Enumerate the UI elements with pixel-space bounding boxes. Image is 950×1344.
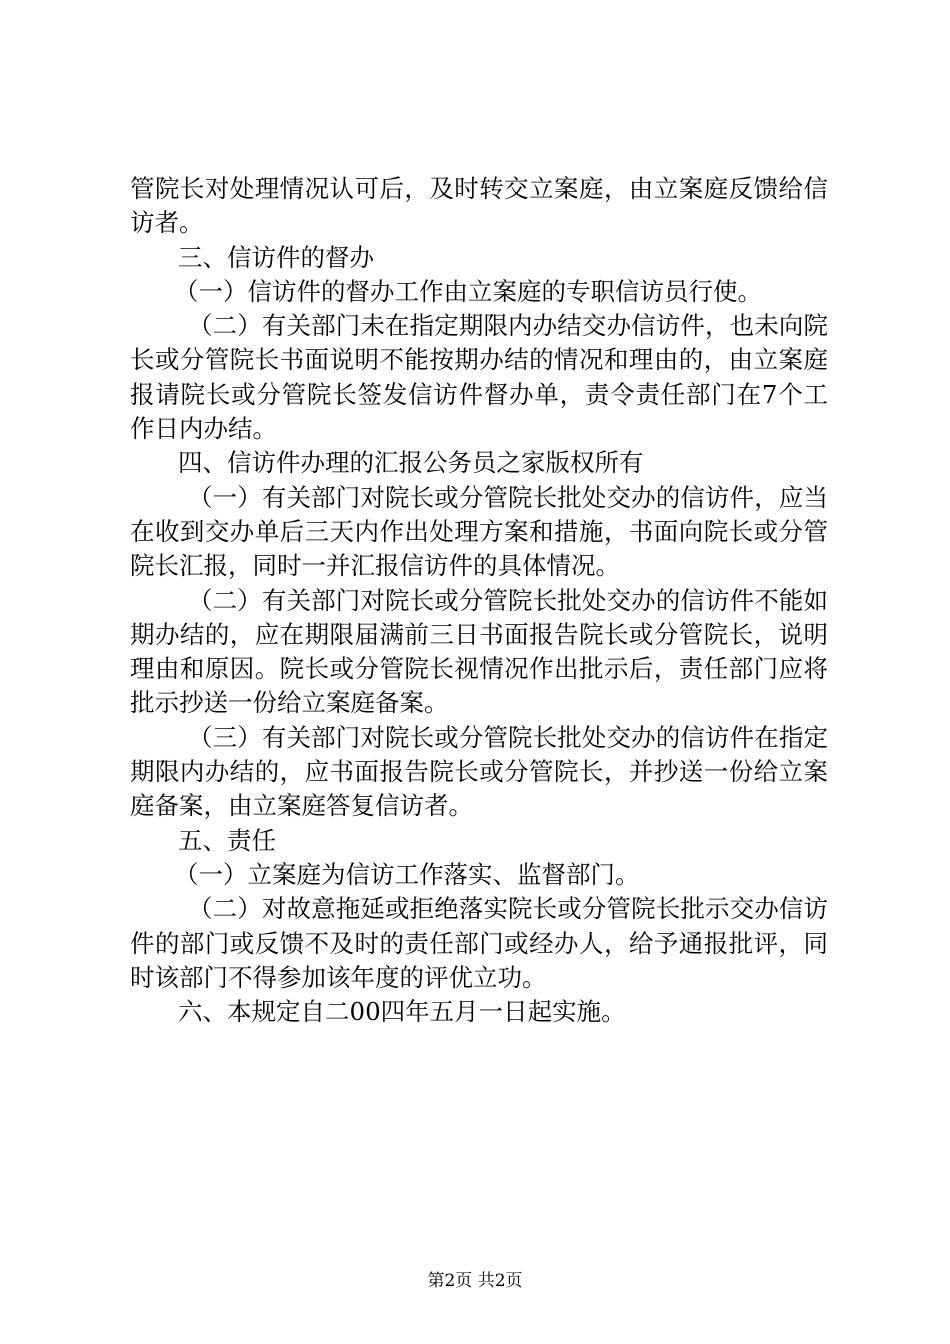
- section-heading-6: 六、本规定自二00四年五月一日起实施。: [178, 997, 626, 1027]
- page-footer: [0, 1270, 950, 1292]
- section-4-item-1: （一）有关部门对院长或分管院长批处交办的信访件，应当在收到交办单后三天内作出处理方案和措施，书面向院长或分管院长汇报，同时一并汇报信访件的具体情况。: [130, 482, 828, 581]
- section-heading-3: 三、信访件的督办: [178, 242, 374, 272]
- section-5-item-2: （二）对故意拖延或拒绝落实院长或分管院长批示交办信访件的部门或反馈不及时的责任部门或经办人，给予通报批评，同时该部门不得参加该年度的评优立功。: [130, 894, 828, 992]
- paragraph-continuation: 管院长对处理情况认可后，及时转交立案庭，由立案庭反馈给信访者。: [130, 174, 828, 238]
- section-4-item-2: （二）有关部门对院长或分管院长批处交办的信访件不能如期办结的，应在期限届满前三日书面报告院长或分管院长，说明理由和原因。院长或分管院长视情况作出批示后，责任部门应将批示抄送一份给立案庭备案。: [130, 585, 828, 718]
- section-5-item-1: （一）立案庭为信访工作落实、监督部门。: [174, 859, 640, 889]
- document-body: [130, 172, 828, 1029]
- section-3-item-1: （一）信访件的督办工作由立案庭的专职信访员行使。: [174, 276, 762, 306]
- section-heading-4: 四、信访件办理的汇报公务员之家版权所有: [178, 448, 644, 478]
- section-3-item-2: （二）有关部门未在指定期限内办结交办信访件，也未向院长或分管院长书面说明不能按期办结的情况和理由的，由立案庭报请院长或分管院长签发信访件督办单，责令责任部门在7个工作日内办结。: [130, 311, 828, 444]
- page-number-label: 第2页 共2页: [427, 1271, 523, 1291]
- section-heading-5: 五、责任: [178, 825, 276, 855]
- section-4-item-3: （三）有关部门对院长或分管院长批处交办的信访件在指定期限内办结的，应书面报告院长或分管院长，并抄送一份给立案庭备案，由立案庭答复信访者。: [130, 722, 828, 821]
